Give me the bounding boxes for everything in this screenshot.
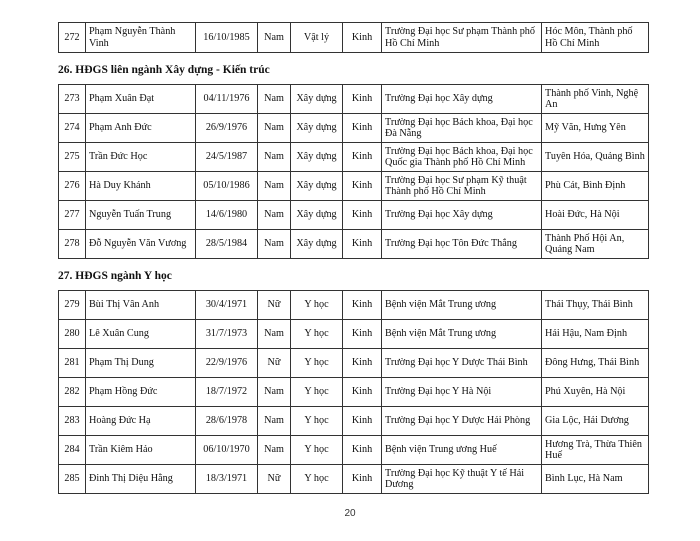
cell-row-number: 273 (59, 85, 86, 114)
cell-field: Y học (291, 407, 343, 436)
cell-gender: Nam (258, 436, 291, 465)
cell-full-name: Phạm Thị Dung (86, 349, 196, 378)
cell-row-number: 272 (59, 23, 86, 53)
cell-field: Xây dựng (291, 143, 343, 172)
cell-gender: Nữ (258, 349, 291, 378)
table-row (59, 378, 649, 407)
cell-hometown: Hoài Đức, Hà Nội (542, 201, 649, 230)
cell-row-number: 285 (59, 465, 86, 494)
table-row (59, 407, 649, 436)
table-block-1 (58, 22, 649, 53)
cell-gender: Nam (258, 320, 291, 349)
cell-organization: Trường Đại học Tôn Đức Thắng (382, 230, 542, 259)
cell-date-of-birth: 30/4/1971 (196, 291, 258, 320)
table-row (59, 114, 649, 143)
cell-row-number: 274 (59, 114, 86, 143)
table-block-xay-dung (58, 84, 649, 259)
cell-hometown: Thái Thụy, Thái Bình (542, 291, 649, 320)
cell-full-name: Nguyễn Tuấn Trung (86, 201, 196, 230)
cell-date-of-birth: 16/10/1985 (196, 23, 258, 53)
cell-field: Y học (291, 291, 343, 320)
cell-gender: Nam (258, 114, 291, 143)
cell-organization: Trường Đại học Bách khoa, Đại học Quốc gia Thành phố Hồ Chí Minh (382, 143, 542, 172)
table-row (59, 85, 649, 114)
cell-hometown: Bình Lục, Hà Nam (542, 465, 649, 494)
cell-ethnicity: Kinh (343, 320, 382, 349)
table-row (59, 172, 649, 201)
cell-ethnicity: Kinh (343, 291, 382, 320)
cell-hometown: Hải Hậu, Nam Định (542, 320, 649, 349)
cell-row-number: 277 (59, 201, 86, 230)
cell-row-number: 279 (59, 291, 86, 320)
table-block-y-hoc (58, 290, 649, 494)
table-row (59, 291, 649, 320)
cell-date-of-birth: 31/7/1973 (196, 320, 258, 349)
cell-ethnicity: Kinh (343, 85, 382, 114)
table-row (59, 143, 649, 172)
cell-field: Y học (291, 349, 343, 378)
cell-date-of-birth: 18/3/1971 (196, 465, 258, 494)
cell-gender: Nữ (258, 291, 291, 320)
table-row (59, 230, 649, 259)
cell-gender: Nam (258, 230, 291, 259)
cell-organization: Trường Đại học Y Dược Hải Phòng (382, 407, 542, 436)
cell-field: Y học (291, 436, 343, 465)
cell-field: Xây dựng (291, 85, 343, 114)
table-row (59, 465, 649, 494)
cell-ethnicity: Kinh (343, 465, 382, 494)
cell-row-number: 282 (59, 378, 86, 407)
table-row (59, 201, 649, 230)
cell-organization: Trường Đại học Kỹ thuật Y tế Hải Dương (382, 465, 542, 494)
cell-row-number: 278 (59, 230, 86, 259)
cell-hometown: Thành Phố Hội An, Quảng Nam (542, 230, 649, 259)
cell-ethnicity: Kinh (343, 436, 382, 465)
cell-field: Y học (291, 378, 343, 407)
cell-gender: Nam (258, 407, 291, 436)
cell-full-name: Phạm Nguyễn Thành Vinh (86, 23, 196, 53)
cell-full-name: Phạm Hồng Đức (86, 378, 196, 407)
cell-full-name: Hà Duy Khánh (86, 172, 196, 201)
table-row (59, 436, 649, 465)
cell-organization: Trường Đại học Sư phạm Kỹ thuật Thành phố Hồ Chí Minh (382, 172, 542, 201)
cell-organization: Trường Đại học Y Dược Thái Bình (382, 349, 542, 378)
cell-date-of-birth: 28/5/1984 (196, 230, 258, 259)
cell-field: Y học (291, 320, 343, 349)
cell-organization: Bệnh viện Trung ương Huế (382, 436, 542, 465)
cell-organization: Trường Đại học Bách khoa, Đại học Đà Nẵng (382, 114, 542, 143)
cell-row-number: 280 (59, 320, 86, 349)
cell-full-name: Đỗ Nguyễn Văn Vương (86, 230, 196, 259)
table-row (59, 23, 649, 53)
cell-organization: Trường Đại học Xây dựng (382, 201, 542, 230)
cell-gender: Nam (258, 23, 291, 53)
section-title-y-hoc: 27. HĐGS ngành Y học (58, 270, 172, 282)
cell-ethnicity: Kinh (343, 378, 382, 407)
cell-gender: Nữ (258, 465, 291, 494)
cell-gender: Nam (258, 172, 291, 201)
cell-full-name: Phạm Xuân Đạt (86, 85, 196, 114)
cell-full-name: Bùi Thị Vân Anh (86, 291, 196, 320)
cell-organization: Trường Đại học Sư phạm Thành phố Hồ Chí Minh (382, 23, 542, 53)
cell-hometown: Thành phố Vinh, Nghệ An (542, 85, 649, 114)
cell-full-name: Đinh Thị Diệu Hằng (86, 465, 196, 494)
cell-date-of-birth: 24/5/1987 (196, 143, 258, 172)
cell-full-name: Trần Đức Học (86, 143, 196, 172)
cell-row-number: 283 (59, 407, 86, 436)
cell-row-number: 275 (59, 143, 86, 172)
cell-ethnicity: Kinh (343, 114, 382, 143)
cell-hometown: Tuyên Hóa, Quảng Bình (542, 143, 649, 172)
cell-date-of-birth: 14/6/1980 (196, 201, 258, 230)
cell-full-name: Lê Xuân Cung (86, 320, 196, 349)
cell-ethnicity: Kinh (343, 143, 382, 172)
cell-full-name: Phạm Anh Đức (86, 114, 196, 143)
cell-hometown: Mỹ Văn, Hưng Yên (542, 114, 649, 143)
cell-field: Vật lý (291, 23, 343, 53)
cell-row-number: 276 (59, 172, 86, 201)
cell-row-number: 284 (59, 436, 86, 465)
cell-ethnicity: Kinh (343, 23, 382, 53)
cell-gender: Nam (258, 143, 291, 172)
cell-ethnicity: Kinh (343, 172, 382, 201)
cell-date-of-birth: 26/9/1976 (196, 114, 258, 143)
cell-date-of-birth: 22/9/1976 (196, 349, 258, 378)
cell-date-of-birth: 28/6/1978 (196, 407, 258, 436)
cell-field: Xây dựng (291, 201, 343, 230)
cell-full-name: Hoàng Đức Hạ (86, 407, 196, 436)
cell-hometown: Phú Xuyên, Hà Nội (542, 378, 649, 407)
cell-hometown: Gia Lộc, Hải Dương (542, 407, 649, 436)
cell-date-of-birth: 18/7/1972 (196, 378, 258, 407)
cell-organization: Bệnh viện Mắt Trung ương (382, 320, 542, 349)
page-number: 20 (344, 508, 356, 519)
cell-organization: Trường Đại học Y Hà Nội (382, 378, 542, 407)
cell-ethnicity: Kinh (343, 230, 382, 259)
cell-hometown: Đông Hưng, Thái Bình (542, 349, 649, 378)
cell-field: Y học (291, 465, 343, 494)
cell-row-number: 281 (59, 349, 86, 378)
section-title-xay-dung: 26. HĐGS liên ngành Xây dựng - Kiến trúc (58, 64, 270, 76)
cell-organization: Bệnh viện Mắt Trung ương (382, 291, 542, 320)
cell-hometown: Phù Cát, Bình Định (542, 172, 649, 201)
cell-field: Xây dựng (291, 230, 343, 259)
cell-date-of-birth: 05/10/1986 (196, 172, 258, 201)
cell-date-of-birth: 04/11/1976 (196, 85, 258, 114)
cell-ethnicity: Kinh (343, 407, 382, 436)
cell-gender: Nam (258, 85, 291, 114)
cell-field: Xây dựng (291, 172, 343, 201)
cell-gender: Nam (258, 378, 291, 407)
cell-hometown: Hóc Môn, Thành phố Hồ Chí Minh (542, 23, 649, 53)
table-row (59, 320, 649, 349)
cell-hometown: Hương Trà, Thừa Thiên Huế (542, 436, 649, 465)
cell-field: Xây dựng (291, 114, 343, 143)
cell-full-name: Trần Kiêm Hảo (86, 436, 196, 465)
table-row (59, 349, 649, 378)
cell-ethnicity: Kinh (343, 349, 382, 378)
cell-gender: Nam (258, 201, 291, 230)
cell-date-of-birth: 06/10/1970 (196, 436, 258, 465)
cell-organization: Trường Đại học Xây dựng (382, 85, 542, 114)
cell-ethnicity: Kinh (343, 201, 382, 230)
